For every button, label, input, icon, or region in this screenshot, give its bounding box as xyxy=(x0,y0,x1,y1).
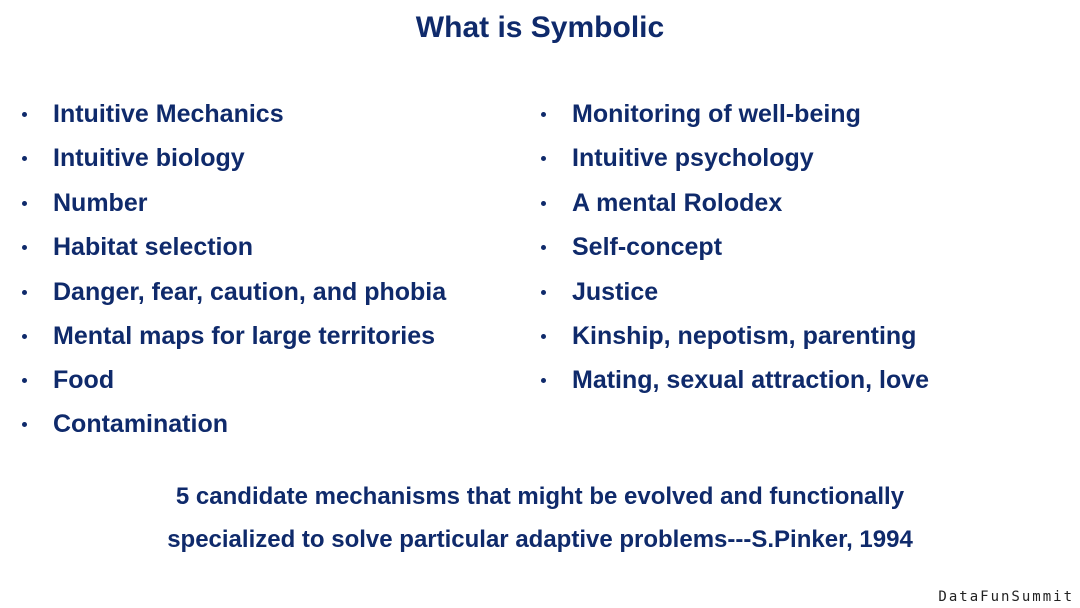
bullet-text: Monitoring of well-being xyxy=(572,100,861,128)
bullet-icon xyxy=(541,378,546,383)
bullet-icon xyxy=(22,112,27,117)
bullet-text: Food xyxy=(53,366,115,394)
bullet-icon xyxy=(541,201,546,206)
bullet-icon xyxy=(541,156,546,161)
bullet-text: Intuitive biology xyxy=(53,144,245,172)
bullet-text: Mating, sexual attraction, love xyxy=(572,366,930,394)
bullet-text: Contamination xyxy=(53,410,228,438)
bullet-icon xyxy=(22,156,27,161)
bullet-icon xyxy=(22,245,27,250)
bullet-text: A mental Rolodex xyxy=(572,189,783,217)
bullet-text: Kinship, nepotism, parenting xyxy=(572,322,917,350)
bullet-icon xyxy=(22,378,27,383)
bullet-icon xyxy=(541,290,546,295)
bullet-icon xyxy=(541,334,546,339)
bullet-icon xyxy=(541,112,546,117)
slide-title: What is Symbolic xyxy=(415,11,665,44)
caption-line-2: specialized to solve particular adaptive problems---S.Pinker, 1994 xyxy=(167,526,913,553)
watermark-logo: DataFunSummit xyxy=(938,589,1074,605)
bullet-icon xyxy=(22,334,27,339)
bullet-text: Justice xyxy=(572,278,659,306)
bullet-icon xyxy=(22,290,27,295)
bullet-text: Mental maps for large territories xyxy=(53,322,436,350)
bullet-text: Danger, fear, caution, and phobia xyxy=(53,278,447,306)
bullet-text: Self-concept xyxy=(572,233,723,261)
bullet-icon xyxy=(22,201,27,206)
bullet-text: Habitat selection xyxy=(53,233,254,261)
bullet-text: Intuitive Mechanics xyxy=(53,100,284,128)
bullet-text: Intuitive psychology xyxy=(572,144,814,172)
caption-line-1: 5 candidate mechanisms that might be evolved and functionally xyxy=(175,483,905,510)
bullet-icon xyxy=(22,422,27,427)
bullet-text: Number xyxy=(53,189,148,217)
bullet-icon xyxy=(541,245,546,250)
